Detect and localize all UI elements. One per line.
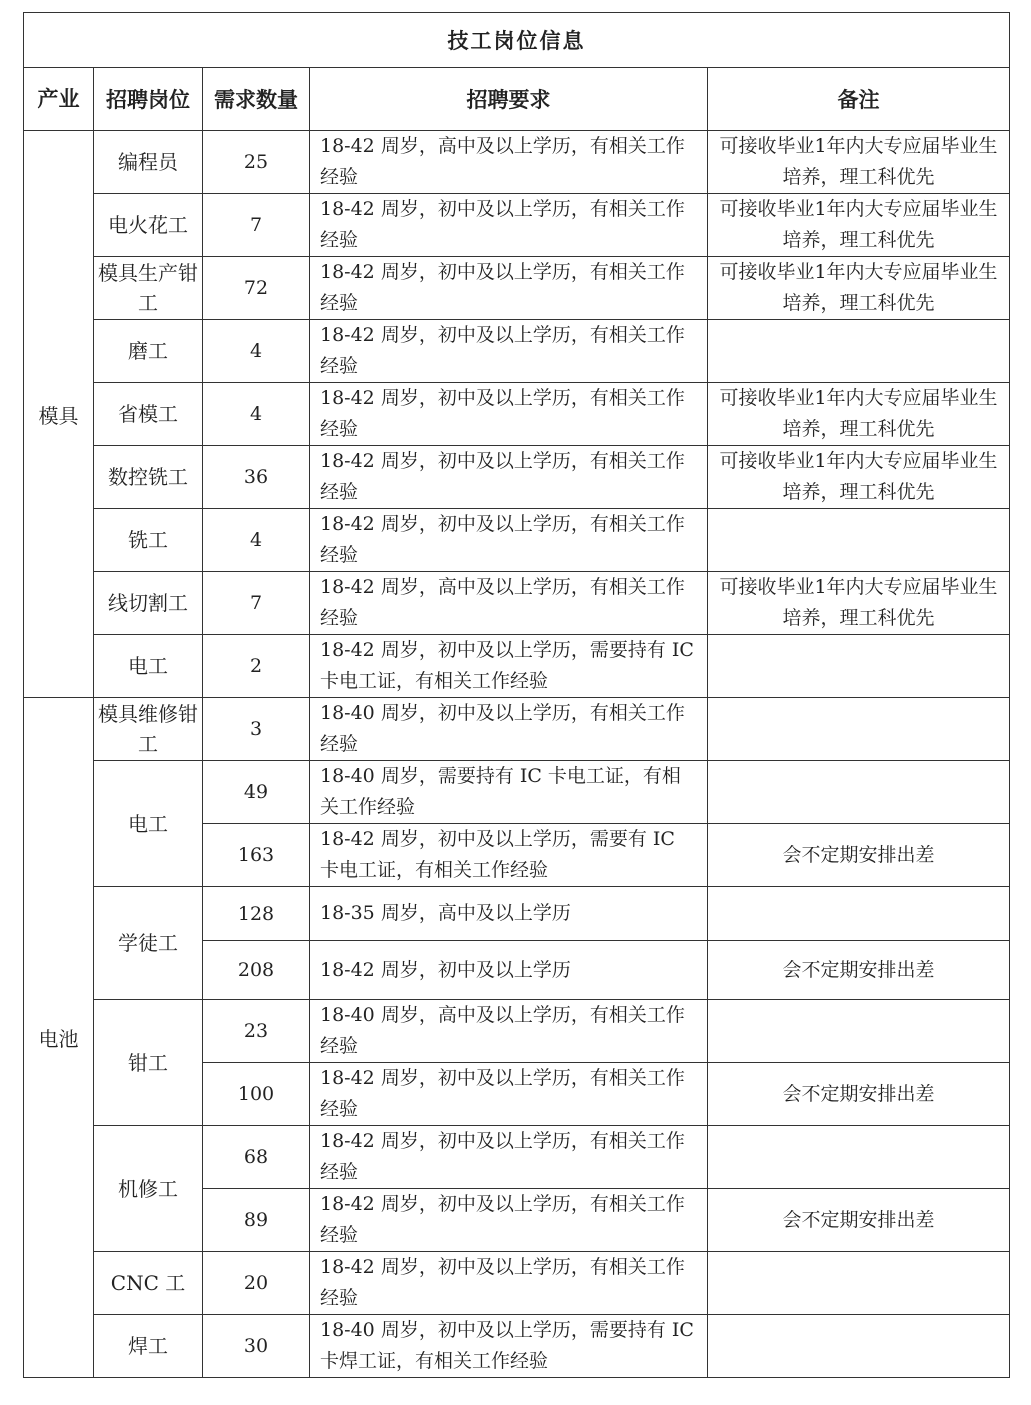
table-row [24, 635, 1010, 698]
note-cell: 会不定期安排出差 [708, 1189, 1010, 1252]
quantity-cell: 2 [203, 635, 310, 698]
header-notes: 备注 [708, 68, 1010, 131]
table-row [24, 446, 1010, 509]
table-row [24, 1315, 1010, 1378]
position-cell: 焊工 [94, 1315, 203, 1378]
requirement-cell: 18-42 周岁，初中及以上学历，有相关工作经验 [310, 1189, 708, 1252]
position-cell: 电工 [94, 635, 203, 698]
note-cell: 可接收毕业1年内大专应届毕业生培养，理工科优先 [708, 194, 1010, 257]
quantity-cell: 7 [203, 572, 310, 635]
quantity-cell: 163 [203, 824, 310, 887]
requirement-cell: 18-42 周岁，初中及以上学历，有相关工作经验 [310, 1063, 708, 1126]
requirement-cell: 18-42 周岁，初中及以上学历，需要有 IC 卡电工证，有相关工作经验 [310, 824, 708, 887]
requirement-cell: 18-40 周岁，初中及以上学历，需要持有 IC 卡焊工证，有相关工作经验 [310, 1315, 708, 1378]
note-cell: 可接收毕业1年内大专应届毕业生培养，理工科优先 [708, 446, 1010, 509]
note-cell: 可接收毕业1年内大专应届毕业生培养，理工科优先 [708, 572, 1010, 635]
table-row [24, 383, 1010, 446]
quantity-cell: 72 [203, 257, 310, 320]
quantity-cell: 3 [203, 698, 310, 761]
note-cell [708, 320, 1010, 383]
table-row [24, 194, 1010, 257]
position-cell: 数控铣工 [94, 446, 203, 509]
position-cell: 线切割工 [94, 572, 203, 635]
position-cell: CNC 工 [94, 1252, 203, 1315]
header-position: 招聘岗位 [94, 68, 203, 131]
requirement-cell: 18-40 周岁，初中及以上学历，有相关工作经验 [310, 698, 708, 761]
quantity-cell: 20 [203, 1252, 310, 1315]
quantity-cell: 23 [203, 1000, 310, 1063]
quantity-cell: 25 [203, 131, 310, 194]
position-cell: 钳工 [94, 1000, 203, 1126]
note-cell [708, 635, 1010, 698]
table-row [24, 572, 1010, 635]
note-cell: 会不定期安排出差 [708, 1063, 1010, 1126]
requirement-cell: 18-42 周岁，初中及以上学历，需要持有 IC 卡电工证，有相关工作经验 [310, 635, 708, 698]
requirement-cell: 18-40 周岁，需要持有 IC 卡电工证，有相关工作经验 [310, 761, 708, 824]
table-row [24, 131, 1010, 194]
header-quantity: 需求数量 [203, 68, 310, 131]
table-row [24, 887, 1010, 941]
quantity-cell: 4 [203, 509, 310, 572]
position-cell: 机修工 [94, 1126, 203, 1252]
position-cell: 模具维修钳工 [94, 698, 203, 761]
quantity-cell: 30 [203, 1315, 310, 1378]
table-row [24, 1000, 1010, 1063]
requirement-cell: 18-42 周岁，初中及以上学历，有相关工作经验 [310, 446, 708, 509]
table-row [24, 1252, 1010, 1315]
requirement-cell: 18-42 周岁，初中及以上学历，有相关工作经验 [310, 1126, 708, 1189]
table-row [24, 698, 1010, 761]
industry-cell-mold: 模具 [24, 131, 94, 698]
note-cell [708, 887, 1010, 941]
position-cell: 铣工 [94, 509, 203, 572]
note-cell: 可接收毕业1年内大专应届毕业生培养，理工科优先 [708, 257, 1010, 320]
note-cell [708, 761, 1010, 824]
quantity-cell: 128 [203, 887, 310, 941]
position-cell: 学徒工 [94, 887, 203, 1000]
quantity-cell: 7 [203, 194, 310, 257]
requirement-cell: 18-42 周岁，初中及以上学历，有相关工作经验 [310, 257, 708, 320]
document-page [23, 12, 1010, 1378]
note-cell [708, 1126, 1010, 1189]
industry-cell-battery: 电池 [24, 698, 94, 1378]
requirement-cell: 18-40 周岁，高中及以上学历，有相关工作经验 [310, 1000, 708, 1063]
note-cell: 可接收毕业1年内大专应届毕业生培养，理工科优先 [708, 383, 1010, 446]
requirement-cell: 18-42 周岁，初中及以上学历，有相关工作经验 [310, 320, 708, 383]
position-cell: 模具生产钳工 [94, 257, 203, 320]
table-title: 技工岗位信息 [24, 13, 1010, 68]
requirement-cell: 18-35 周岁，高中及以上学历 [310, 887, 708, 941]
note-cell: 可接收毕业1年内大专应届毕业生培养，理工科优先 [708, 131, 1010, 194]
quantity-cell: 89 [203, 1189, 310, 1252]
table-row [24, 509, 1010, 572]
requirement-cell: 18-42 周岁，高中及以上学历，有相关工作经验 [310, 131, 708, 194]
position-cell: 编程员 [94, 131, 203, 194]
requirement-cell: 18-42 周岁，初中及以上学历，有相关工作经验 [310, 383, 708, 446]
position-cell: 电火花工 [94, 194, 203, 257]
header-requirements: 招聘要求 [310, 68, 708, 131]
note-cell [708, 698, 1010, 761]
position-cell: 磨工 [94, 320, 203, 383]
table-row [24, 761, 1010, 824]
requirement-cell: 18-42 周岁，初中及以上学历，有相关工作经验 [310, 509, 708, 572]
quantity-cell: 4 [203, 383, 310, 446]
table-row [24, 1126, 1010, 1189]
note-cell: 会不定期安排出差 [708, 824, 1010, 887]
note-cell: 会不定期安排出差 [708, 941, 1010, 1000]
quantity-cell: 49 [203, 761, 310, 824]
quantity-cell: 4 [203, 320, 310, 383]
quantity-cell: 208 [203, 941, 310, 1000]
table-row [24, 320, 1010, 383]
requirement-cell: 18-42 周岁，初中及以上学历，有相关工作经验 [310, 1252, 708, 1315]
table-row [24, 257, 1010, 320]
note-cell [708, 1252, 1010, 1315]
note-cell [708, 1315, 1010, 1378]
header-industry: 产业 [24, 68, 94, 131]
quantity-cell: 100 [203, 1063, 310, 1126]
requirement-cell: 18-42 周岁，初中及以上学历 [310, 941, 708, 1000]
note-cell [708, 509, 1010, 572]
quantity-cell: 68 [203, 1126, 310, 1189]
position-cell: 电工 [94, 761, 203, 887]
job-info-table [23, 12, 1010, 1378]
requirement-cell: 18-42 周岁，初中及以上学历，有相关工作经验 [310, 194, 708, 257]
position-cell: 省模工 [94, 383, 203, 446]
requirement-cell: 18-42 周岁，高中及以上学历，有相关工作经验 [310, 572, 708, 635]
note-cell [708, 1000, 1010, 1063]
quantity-cell: 36 [203, 446, 310, 509]
